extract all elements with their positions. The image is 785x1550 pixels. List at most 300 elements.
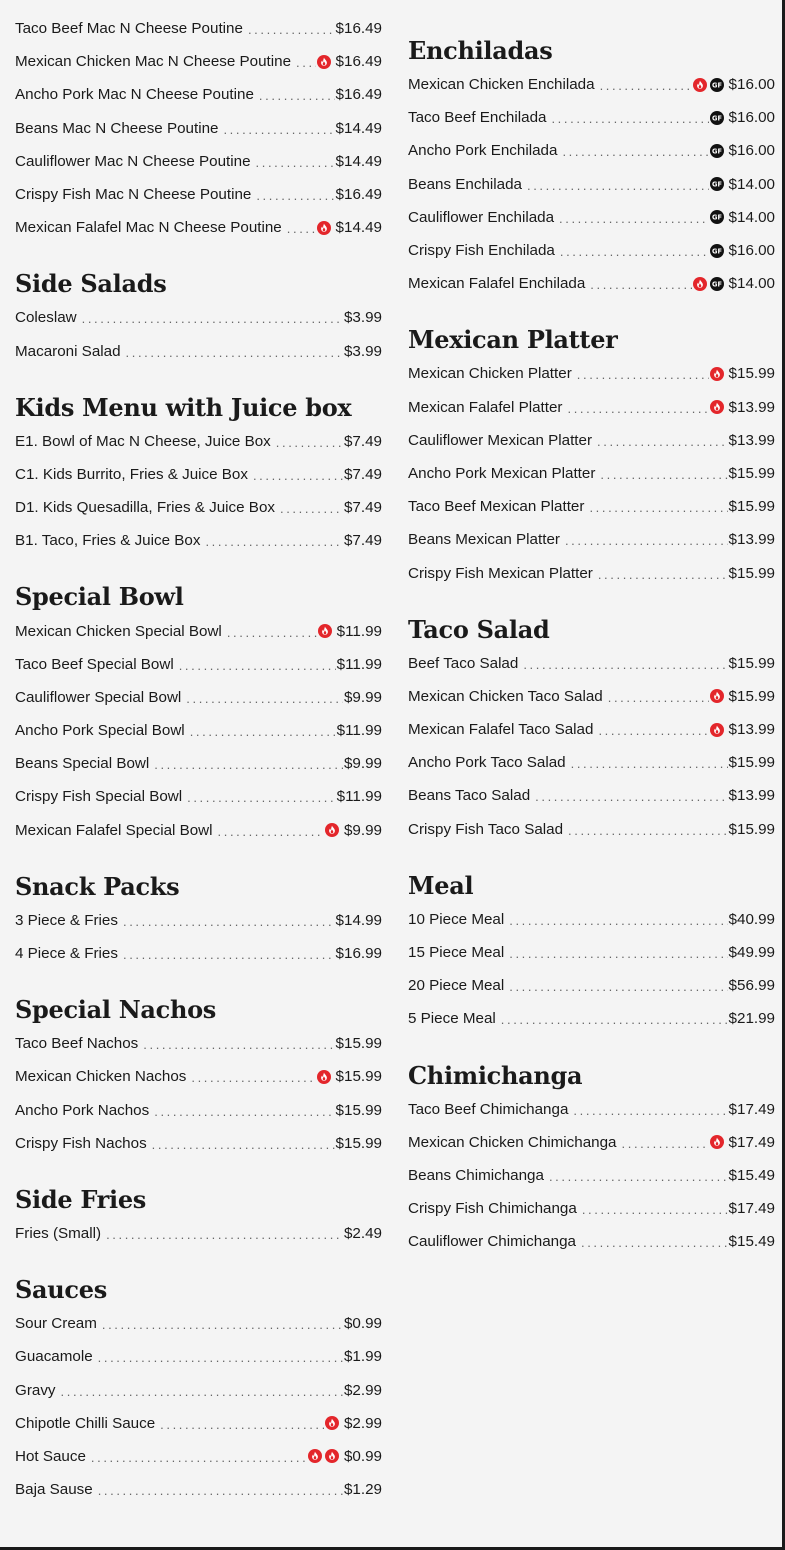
menu-section-special-bowl bbox=[15, 557, 382, 846]
item-price: $15.99 bbox=[728, 498, 775, 516]
item-price: $1.29 bbox=[343, 1481, 382, 1499]
item-name: B1. Taco, Fries & Juice Box bbox=[15, 532, 201, 550]
menu-section-mexican-platter bbox=[408, 300, 775, 589]
item-name: Mexican Falafel Taco Salad bbox=[408, 721, 594, 739]
item-price: $11.99 bbox=[336, 788, 382, 806]
dot-leader bbox=[154, 1103, 334, 1118]
item-price: $16.00 bbox=[728, 242, 775, 260]
dot-leader bbox=[581, 1234, 728, 1249]
item-name: Taco Beef Mexican Platter bbox=[408, 498, 585, 516]
section-title: Sauces bbox=[15, 1275, 107, 1305]
dietary-icons bbox=[693, 277, 724, 291]
item-price: $16.49 bbox=[335, 53, 382, 71]
section-spacer bbox=[408, 846, 775, 869]
dot-leader bbox=[223, 121, 334, 136]
item-price: $17.49 bbox=[728, 1133, 775, 1151]
item-price: $21.99 bbox=[728, 1010, 775, 1028]
dot-leader bbox=[154, 756, 343, 771]
item-price: $15.99 bbox=[728, 564, 775, 582]
item-name: Taco Beef Enchilada bbox=[408, 109, 547, 127]
menu-section-snack-packs bbox=[15, 847, 382, 970]
dietary-icons bbox=[308, 1449, 339, 1463]
dietary-icons bbox=[710, 400, 724, 414]
menu-item bbox=[15, 1307, 382, 1340]
dot-leader bbox=[590, 276, 691, 291]
menu-item bbox=[15, 780, 382, 813]
section-spacer bbox=[408, 300, 775, 323]
dot-leader bbox=[256, 187, 334, 202]
item-name: C1. Kids Burrito, Fries & Juice Box bbox=[15, 465, 248, 483]
item-name: Crispy Fish Nachos bbox=[15, 1134, 147, 1152]
dot-leader bbox=[560, 243, 709, 258]
item-price: $1.99 bbox=[343, 1348, 382, 1366]
menu-item bbox=[15, 491, 382, 524]
item-name: Taco Beef Special Bowl bbox=[15, 655, 174, 673]
item-name: Cauliflower Mac N Cheese Poutine bbox=[15, 152, 251, 170]
section-title: Mexican Platter bbox=[408, 325, 618, 355]
menu-item bbox=[408, 101, 775, 134]
dot-leader bbox=[559, 210, 709, 225]
item-name: Taco Beef Mac N Cheese Poutine bbox=[15, 20, 243, 38]
section-spacer bbox=[15, 1160, 382, 1183]
item-price: $9.99 bbox=[343, 755, 382, 773]
item-name: Macaroni Salad bbox=[15, 342, 121, 360]
item-price: $15.49 bbox=[728, 1233, 775, 1251]
svg-text:GF: GF bbox=[711, 180, 722, 189]
flame-icon bbox=[317, 55, 331, 69]
section-title: Side Salads bbox=[15, 269, 167, 299]
dietary-icons bbox=[710, 1135, 724, 1149]
item-name: Crispy Fish Taco Salad bbox=[408, 820, 564, 838]
dot-leader bbox=[227, 624, 317, 639]
dot-leader bbox=[565, 532, 728, 547]
menu-item bbox=[408, 779, 775, 812]
item-name: 3 Piece & Fries bbox=[15, 911, 118, 929]
item-price: $3.99 bbox=[343, 342, 382, 360]
item-price: $15.99 bbox=[728, 464, 775, 482]
dot-leader bbox=[276, 434, 343, 449]
menu-item bbox=[408, 357, 775, 390]
item-price: $11.99 bbox=[336, 622, 382, 640]
menu-item bbox=[408, 1093, 775, 1126]
menu-item bbox=[408, 134, 775, 167]
item-price: $0.99 bbox=[343, 1315, 382, 1333]
menu-column-left bbox=[15, 12, 382, 1506]
dot-leader bbox=[501, 1011, 728, 1026]
dot-leader bbox=[187, 789, 336, 804]
item-name: Guacamole bbox=[15, 1348, 93, 1366]
dietary-icons bbox=[325, 823, 339, 837]
dot-leader bbox=[589, 499, 727, 514]
item-name: Ancho Pork Mexican Platter bbox=[408, 464, 596, 482]
dietary-icons bbox=[325, 1416, 339, 1430]
dot-leader bbox=[568, 822, 728, 837]
dietary-icons bbox=[710, 144, 724, 158]
svg-text:GF: GF bbox=[711, 81, 722, 90]
svg-text:GF: GF bbox=[711, 280, 722, 289]
menu-section-kids-menu-with-juice-box bbox=[15, 368, 382, 558]
dot-leader bbox=[102, 1316, 343, 1331]
section-title: Special Bowl bbox=[15, 582, 184, 612]
menu-item bbox=[408, 68, 775, 101]
item-name: Beans Special Bowl bbox=[15, 755, 150, 773]
item-price: $15.49 bbox=[728, 1166, 775, 1184]
item-price: $0.99 bbox=[343, 1447, 382, 1465]
item-name: Mexican Falafel Platter bbox=[408, 398, 563, 416]
menu-item bbox=[15, 747, 382, 780]
flame-icon bbox=[325, 1416, 339, 1430]
item-name: D1. Kids Quesadilla, Fries & Juice Box bbox=[15, 499, 275, 517]
menu-item bbox=[15, 1440, 382, 1473]
menu-item bbox=[408, 201, 775, 234]
menu-item bbox=[408, 746, 775, 779]
menu-item bbox=[15, 1127, 382, 1160]
section-spacer bbox=[15, 1250, 382, 1273]
dot-leader bbox=[248, 21, 335, 36]
item-name: 5 Piece Meal bbox=[408, 1010, 496, 1028]
dot-leader bbox=[91, 1449, 307, 1464]
menu-item bbox=[15, 1473, 382, 1506]
flame-icon bbox=[317, 1070, 331, 1084]
section-title: Kids Menu with Juice box bbox=[15, 392, 352, 422]
menu-section-meal bbox=[408, 846, 775, 1036]
item-price: $3.99 bbox=[343, 309, 382, 327]
flame-icon bbox=[693, 78, 707, 92]
item-price: $17.49 bbox=[728, 1200, 775, 1218]
menu-item bbox=[408, 1002, 775, 1035]
item-price: $17.49 bbox=[728, 1100, 775, 1118]
section-title: Enchiladas bbox=[408, 36, 553, 65]
item-name: Ancho Pork Mac N Cheese Poutine bbox=[15, 86, 254, 104]
menu-item bbox=[408, 1126, 775, 1159]
item-name: Crispy Fish Special Bowl bbox=[15, 788, 183, 806]
item-price: $13.99 bbox=[728, 398, 775, 416]
section-spacer bbox=[15, 970, 382, 993]
dot-leader bbox=[218, 823, 324, 838]
menu-section-sauces bbox=[15, 1250, 382, 1506]
dot-leader bbox=[280, 500, 343, 515]
dot-leader bbox=[571, 755, 728, 770]
item-name: Taco Beef Nachos bbox=[15, 1035, 139, 1053]
item-name: Mexican Chicken Special Bowl bbox=[15, 622, 222, 640]
svg-text:GF: GF bbox=[711, 247, 722, 256]
dot-leader bbox=[567, 400, 708, 415]
dot-leader bbox=[106, 1226, 343, 1241]
flame-icon bbox=[317, 221, 331, 235]
item-name: Mexican Chicken Enchilada bbox=[408, 76, 595, 94]
section-spacer bbox=[15, 368, 382, 391]
section-title: Special Nachos bbox=[15, 995, 217, 1025]
menu-item bbox=[15, 45, 382, 78]
section-spacer bbox=[15, 847, 382, 870]
item-name: Ancho Pork Special Bowl bbox=[15, 722, 185, 740]
item-name: Crispy Fish Enchilada bbox=[408, 242, 555, 260]
dietary-icons bbox=[318, 624, 332, 638]
item-price: $2.49 bbox=[343, 1224, 382, 1242]
menu-item bbox=[15, 648, 382, 681]
menu-item bbox=[15, 425, 382, 458]
item-price: $9.99 bbox=[343, 821, 382, 839]
menu-item bbox=[408, 267, 775, 300]
dot-leader bbox=[160, 1416, 324, 1431]
item-name: 20 Piece Meal bbox=[408, 977, 505, 995]
menu-item bbox=[408, 556, 775, 589]
dot-leader bbox=[179, 657, 336, 672]
menu-item bbox=[15, 335, 382, 368]
item-name: Gravy bbox=[15, 1381, 56, 1399]
item-name: Mexican Chicken Taco Salad bbox=[408, 687, 603, 705]
menu-item bbox=[408, 490, 775, 523]
menu-column-right bbox=[408, 34, 775, 1258]
section-spacer bbox=[15, 244, 382, 267]
dot-leader bbox=[152, 1136, 335, 1151]
item-name: Beans Mac N Cheese Poutine bbox=[15, 119, 219, 137]
item-price: $9.99 bbox=[343, 688, 382, 706]
item-price: $15.99 bbox=[335, 1101, 382, 1119]
menu-item bbox=[408, 1159, 775, 1192]
section-title: Meal bbox=[408, 870, 474, 900]
item-price: $15.99 bbox=[728, 654, 775, 672]
section-title: Chimichanga bbox=[408, 1060, 583, 1090]
flame-icon bbox=[325, 823, 339, 837]
dot-leader bbox=[527, 177, 709, 192]
dietary-icons bbox=[693, 78, 724, 92]
dietary-icons bbox=[317, 55, 331, 69]
gluten-free-icon bbox=[710, 144, 724, 158]
menu-item bbox=[408, 234, 775, 267]
item-name: Cauliflower Mexican Platter bbox=[408, 431, 593, 449]
dietary-icons bbox=[317, 221, 331, 235]
dot-leader bbox=[256, 154, 335, 169]
menu-section-special-nachos bbox=[15, 970, 382, 1160]
item-price: $14.99 bbox=[335, 911, 382, 929]
menu-item bbox=[15, 1060, 382, 1093]
item-name: Beans Enchilada bbox=[408, 175, 522, 193]
menu-item bbox=[15, 112, 382, 145]
item-price: $15.99 bbox=[335, 1068, 382, 1086]
item-name: Taco Beef Chimichanga bbox=[408, 1100, 569, 1118]
menu-item bbox=[15, 458, 382, 491]
menu-item bbox=[408, 523, 775, 556]
item-price: $14.00 bbox=[728, 175, 775, 193]
item-price: $13.99 bbox=[728, 431, 775, 449]
svg-text:GF: GF bbox=[711, 147, 722, 156]
dot-leader bbox=[253, 467, 343, 482]
flame-icon bbox=[710, 400, 724, 414]
item-name: Beans Chimichanga bbox=[408, 1166, 544, 1184]
item-name: Coleslaw bbox=[15, 309, 77, 327]
dot-leader bbox=[622, 1135, 709, 1150]
item-price: $15.99 bbox=[335, 1134, 382, 1152]
dot-leader bbox=[535, 788, 727, 803]
dietary-icons bbox=[710, 689, 724, 703]
gluten-free-icon bbox=[710, 78, 724, 92]
dot-leader bbox=[582, 1201, 728, 1216]
gluten-free-icon bbox=[710, 210, 724, 224]
item-price: $2.99 bbox=[343, 1414, 382, 1432]
gluten-free-icon bbox=[710, 244, 724, 258]
item-price: $16.99 bbox=[335, 945, 382, 963]
item-price: $14.00 bbox=[728, 275, 775, 293]
menu-item bbox=[15, 1217, 382, 1250]
item-name: 10 Piece Meal bbox=[408, 910, 505, 928]
flame-icon bbox=[325, 1449, 339, 1463]
item-name: 15 Piece Meal bbox=[408, 944, 505, 962]
dot-leader bbox=[608, 689, 709, 704]
item-name: Crispy Fish Mexican Platter bbox=[408, 564, 593, 582]
item-name: Beef Taco Salad bbox=[408, 654, 519, 672]
menu-section-taco-salad bbox=[408, 590, 775, 846]
dot-leader bbox=[205, 533, 343, 548]
item-name: Ancho Pork Nachos bbox=[15, 1101, 150, 1119]
dot-leader bbox=[82, 310, 343, 325]
menu-section-side-fries bbox=[15, 1160, 382, 1250]
flame-icon bbox=[693, 277, 707, 291]
menu-item bbox=[15, 1094, 382, 1127]
item-price: $7.49 bbox=[343, 499, 382, 517]
menu-item bbox=[408, 424, 775, 457]
gluten-free-icon bbox=[710, 277, 724, 291]
item-name: Mexican Falafel Special Bowl bbox=[15, 821, 213, 839]
dot-leader bbox=[562, 143, 708, 158]
dot-leader bbox=[523, 656, 727, 671]
item-name: Mexican Chicken Mac N Cheese Poutine bbox=[15, 53, 292, 71]
section-spacer bbox=[408, 1036, 775, 1059]
menu-section-chimichanga bbox=[408, 1036, 775, 1259]
dot-leader bbox=[191, 1069, 315, 1084]
dietary-icons bbox=[317, 1070, 331, 1084]
item-name: Ancho Pork Taco Salad bbox=[408, 754, 566, 772]
menu-item bbox=[15, 12, 382, 45]
item-price: $11.99 bbox=[336, 655, 382, 673]
section-title: Side Fries bbox=[15, 1184, 147, 1214]
item-price: $16.49 bbox=[335, 186, 382, 204]
item-name: Beans Taco Salad bbox=[408, 787, 531, 805]
item-price: $16.49 bbox=[335, 86, 382, 104]
menu-item bbox=[408, 168, 775, 201]
menu-item bbox=[408, 936, 775, 969]
item-price: $7.49 bbox=[343, 432, 382, 450]
dietary-icons bbox=[710, 244, 724, 258]
item-price: $15.99 bbox=[728, 820, 775, 838]
item-price: $14.49 bbox=[335, 219, 382, 237]
item-name: Mexican Falafel Mac N Cheese Poutine bbox=[15, 219, 282, 237]
item-name: Crispy Fish Mac N Cheese Poutine bbox=[15, 186, 252, 204]
dietary-icons bbox=[710, 177, 724, 191]
item-price: $16.00 bbox=[728, 109, 775, 127]
item-price: $14.00 bbox=[728, 208, 775, 226]
menu-item bbox=[15, 614, 382, 647]
item-price: $15.99 bbox=[335, 1035, 382, 1053]
item-price: $16.00 bbox=[728, 76, 775, 94]
item-price: $15.99 bbox=[728, 365, 775, 383]
item-price: $14.49 bbox=[335, 119, 382, 137]
menu-item bbox=[408, 813, 775, 846]
item-name: Mexican Chicken Nachos bbox=[15, 1068, 187, 1086]
flame-icon bbox=[318, 624, 332, 638]
flame-icon bbox=[308, 1449, 322, 1463]
flame-icon bbox=[710, 689, 724, 703]
menu-item bbox=[408, 713, 775, 746]
item-price: $13.99 bbox=[728, 787, 775, 805]
menu-item bbox=[15, 78, 382, 111]
flame-icon bbox=[710, 367, 724, 381]
section-title: Snack Packs bbox=[15, 871, 180, 901]
dot-leader bbox=[186, 690, 343, 705]
item-name: 4 Piece & Fries bbox=[15, 945, 118, 963]
menu-item bbox=[408, 1225, 775, 1258]
menu-item bbox=[15, 301, 382, 334]
dot-leader bbox=[600, 77, 692, 92]
item-price: $16.49 bbox=[335, 20, 382, 38]
svg-text:GF: GF bbox=[711, 114, 722, 123]
item-price: $15.99 bbox=[728, 754, 775, 772]
dot-leader bbox=[123, 913, 335, 928]
item-name: Mexican Chicken Chimichanga bbox=[408, 1133, 617, 1151]
dietary-icons bbox=[710, 111, 724, 125]
menu-item bbox=[408, 457, 775, 490]
dot-leader bbox=[549, 1168, 728, 1183]
dot-leader bbox=[98, 1349, 343, 1364]
dot-leader bbox=[98, 1482, 343, 1497]
dot-leader bbox=[126, 344, 343, 359]
dot-leader bbox=[577, 366, 709, 381]
dot-leader bbox=[287, 220, 316, 235]
item-price: $16.00 bbox=[728, 142, 775, 160]
dot-leader bbox=[597, 433, 728, 448]
dot-leader bbox=[600, 466, 727, 481]
dot-leader bbox=[143, 1036, 334, 1051]
menu-item bbox=[408, 1192, 775, 1225]
dot-leader bbox=[598, 566, 728, 581]
section-spacer bbox=[408, 590, 775, 613]
menu-item bbox=[15, 211, 382, 244]
dot-leader bbox=[551, 110, 708, 125]
item-name: Beans Mexican Platter bbox=[408, 531, 560, 549]
menu-section-enchiladas bbox=[408, 34, 775, 300]
item-name: Mexican Chicken Platter bbox=[408, 365, 572, 383]
dot-leader bbox=[509, 978, 727, 993]
menu-section bbox=[15, 12, 382, 244]
dot-leader bbox=[259, 87, 335, 102]
dot-leader bbox=[598, 722, 708, 737]
item-price: $13.99 bbox=[728, 721, 775, 739]
dietary-icons bbox=[710, 367, 724, 381]
item-price: $40.99 bbox=[728, 910, 775, 928]
menu-item bbox=[408, 647, 775, 680]
item-price: $15.99 bbox=[728, 687, 775, 705]
menu-item bbox=[408, 969, 775, 1002]
item-name: Chipotle Chilli Sauce bbox=[15, 1414, 156, 1432]
svg-text:GF: GF bbox=[711, 214, 722, 223]
section-spacer bbox=[15, 557, 382, 580]
item-name: Cauliflower Chimichanga bbox=[408, 1233, 576, 1251]
menu-item bbox=[15, 524, 382, 557]
item-name: Hot Sauce bbox=[15, 1447, 86, 1465]
item-name: Crispy Fish Chimichanga bbox=[408, 1200, 577, 1218]
item-price: $13.99 bbox=[728, 531, 775, 549]
item-name: Baja Sause bbox=[15, 1481, 93, 1499]
item-name: Fries (Small) bbox=[15, 1224, 102, 1242]
item-price: $7.49 bbox=[343, 465, 382, 483]
item-price: $7.49 bbox=[343, 532, 382, 550]
menu-item bbox=[15, 714, 382, 747]
dot-leader bbox=[573, 1102, 727, 1117]
menu-item bbox=[15, 937, 382, 970]
menu-item bbox=[408, 391, 775, 424]
dot-leader bbox=[190, 723, 336, 738]
item-name: Cauliflower Special Bowl bbox=[15, 688, 182, 706]
